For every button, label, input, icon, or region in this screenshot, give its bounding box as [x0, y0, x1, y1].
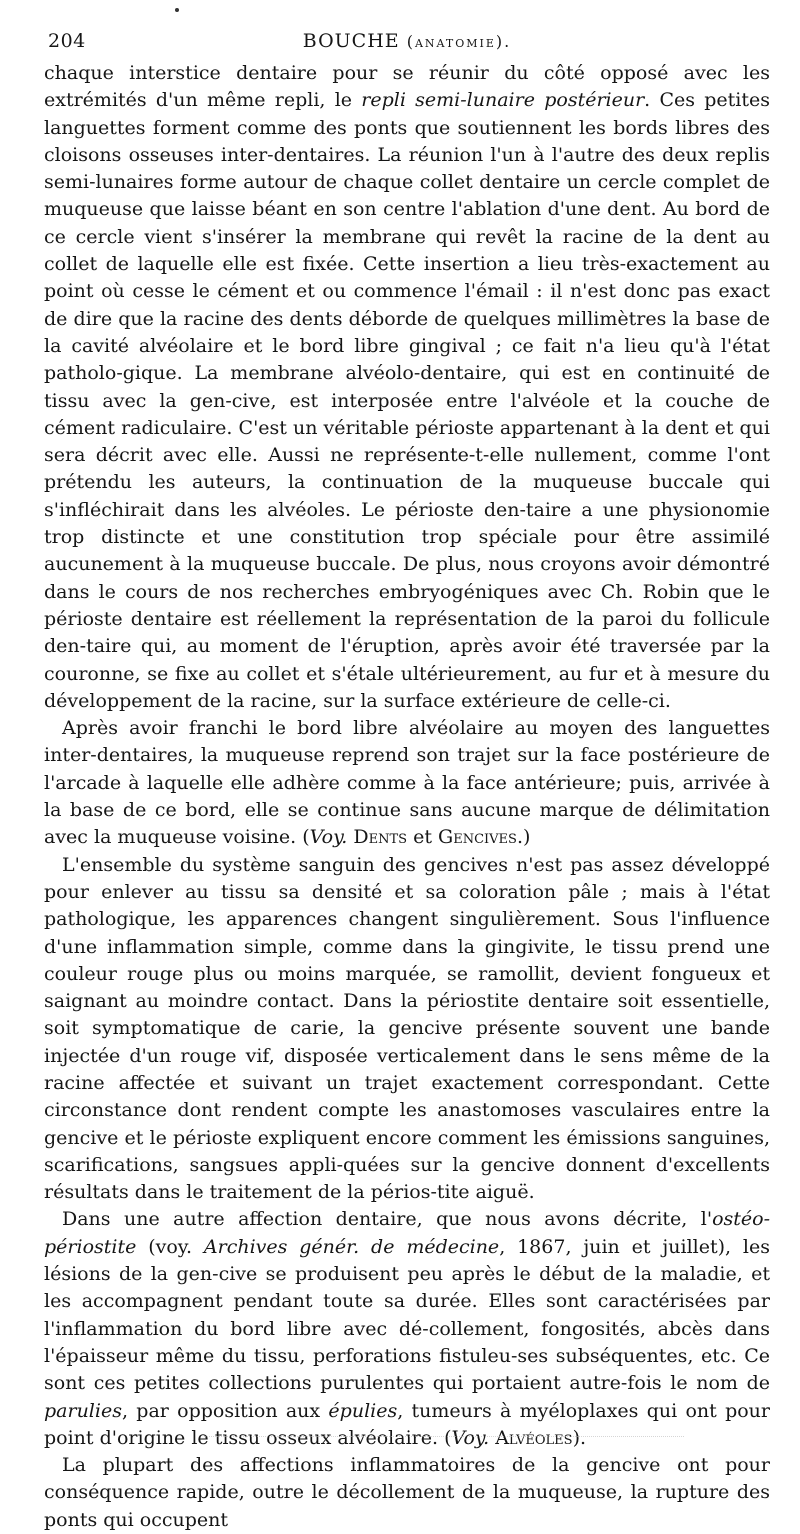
italic-reference: Voy. [309, 826, 348, 849]
cross-reference: Dents [353, 826, 408, 849]
text-run: .) [516, 826, 531, 849]
italic-term: épulies [328, 1399, 398, 1422]
italic-term: parulies [44, 1399, 122, 1422]
text-run: L'ensemble du système sanguin des gencives n'est pas assez développé pour enlever au tissu sa densité et sa coloration pâle ; mais à l'état pathologique, les apparences changent singulièrement. Sous l'influence d'une inflammation simple, comme dans la gingivite, le tissu prend une couleur rouge plus ou moins marquée, se ramollit, devient fongueux et saignant au moindre contact. Dans la périostite dentaire soit essentielle, soit symptomatique de carie, la gencive présente souvent une bande injectée d'un rouge vif, disposée verticalement dans le sens même de la racine affectée et suivant un trajet exactement correspondant. Cette circonstance dont rendent compte les anastomoses vasculaires entre la gencive et le périoste expliquent encore comment les émissions sanguines, scarifications, sangsues appli-quées sur la gencive donnent d'excellents résultats dans le traitement de la périos-tite aiguë. [44, 853, 770, 1204]
text-run: . Ces petites languettes forment comme des ponts que soutiennent les bords libres des cloisons osseuses inter-dentaires. La réunion l'un à l'autre des deux replis semi-lunaires forme autour de chaque collet dentaire un cercle complet de muqueuse que laisse béant en son centre l'ablation d'une dent. Au bord de ce cercle vient s'insérer la membrane qui revêt la racine de la dent au collet de laquelle elle est fixée. Cette insertion a lieu très-exactement au point où cesse le cément et ou commence l'émail : il n'est donc pas exact de dire que la racine des dents déborde de quelques millimètres la base de la cavité alvéolaire et le bord libre gingival ; ce fait n'a lieu qu'à l'état patholo-gique. La membrane alvéolo-dentaire, qui est en continuité de tissu avec la gen-cive, est interposée entre l'alvéole et la couche de cément radiculaire. C'est un véritable périoste appartenant à la dent et qui sera décrit avec elle. Aussi ne représente-t-elle nullement, comme l'ont prétendu les auteurs, la continuation de la muqueuse buccale qui s'infléchirait dans les alvéoles. Le périoste den-taire a une physionomie trop distincte et une constitution trop spéciale pour être assimilé aucunement à la muqueuse buccale. De plus, nous croyons avoir démontré dans le cours de nos recherches embryogéniques avec Ch. Robin que le périoste dentaire est réellement la représentation de la paroi du follicule den-taire qui, au moment de l'éruption, après avoir été traversée par la couronne, se fixe au collet et s'étale ultérieurement, au fur et à mesure du développement de la racine, sur la surface extérieure de celle-ci. [44, 89, 770, 712]
running-title-main: BOUCHE [302, 30, 400, 52]
text-run: chaque interstice dentaire pour se réunir du côté opposé avec les extrémités d'un même repli, le [44, 62, 770, 112]
print-speck [175, 8, 179, 12]
page-header [44, 22, 770, 54]
print-specks [204, 1436, 684, 1439]
italic-reference: Voy. [451, 1426, 490, 1449]
text-run: , par opposition aux [121, 1399, 329, 1422]
page-number: 204 [48, 30, 86, 52]
document-page [44, 22, 770, 1531]
italic-term: repli semi-lunaire postérieur [361, 89, 645, 112]
text-run: Dans une autre affection dentaire, que nous avons décrite, l' [62, 1208, 713, 1231]
body-text [44, 60, 770, 1534]
running-title [44, 30, 770, 52]
text-run: (voy. [136, 1235, 204, 1258]
paragraph-1 [44, 60, 770, 715]
cross-reference: Alvéoles [495, 1426, 573, 1449]
italic-citation: Archives génér. de médecine [203, 1235, 500, 1258]
text-run: ). [572, 1426, 587, 1449]
italic-term: ostéo-périostite [44, 1208, 770, 1258]
text-run: , 1867, juin et juillet), les lésions de la gen-cive se produisent peu après le début de la maladie, et les accompagnent pendant toute sa durée. Elles sont caractérisées par l'inflammation du bord libre avec dé-collement, fongosités, abcès dans l'épaisseur même du tissu, perforations fistuleu-ses subséquentes, etc. Ce sont ces petites collections purulentes qui portaient autre-fois le nom de [44, 1235, 770, 1395]
paragraph-3 [44, 852, 770, 1207]
paragraph-5 [44, 1452, 770, 1534]
paragraph-2 [44, 715, 770, 851]
running-title-subtitle: (anatomie). [406, 32, 512, 51]
text-run: Après avoir franchi le bord libre alvéolaire au moyen des languettes inter-dentaires, la muqueuse reprend son trajet sur la face postérieure de l'arcade à laquelle elle adhère comme à la face antérieure; puis, arrivée à la base de ce bord, elle se continue sans aucune marque de délimitation avec la muqueuse voisine. ( [44, 717, 770, 849]
text-run: , tumeurs à myéloplaxes qui ont pour point d'origine le tissu osseux alvéolaire. ( [44, 1399, 770, 1449]
paragraph-4 [44, 1206, 770, 1452]
text-run: et [407, 826, 439, 849]
cross-reference: Gencives [438, 826, 517, 849]
text-run: La plupart des affections inflammatoires de la gencive ont pour conséquence rapide, outre le décollement de la muqueuse, la rupture des ponts qui occupent [44, 1454, 770, 1531]
